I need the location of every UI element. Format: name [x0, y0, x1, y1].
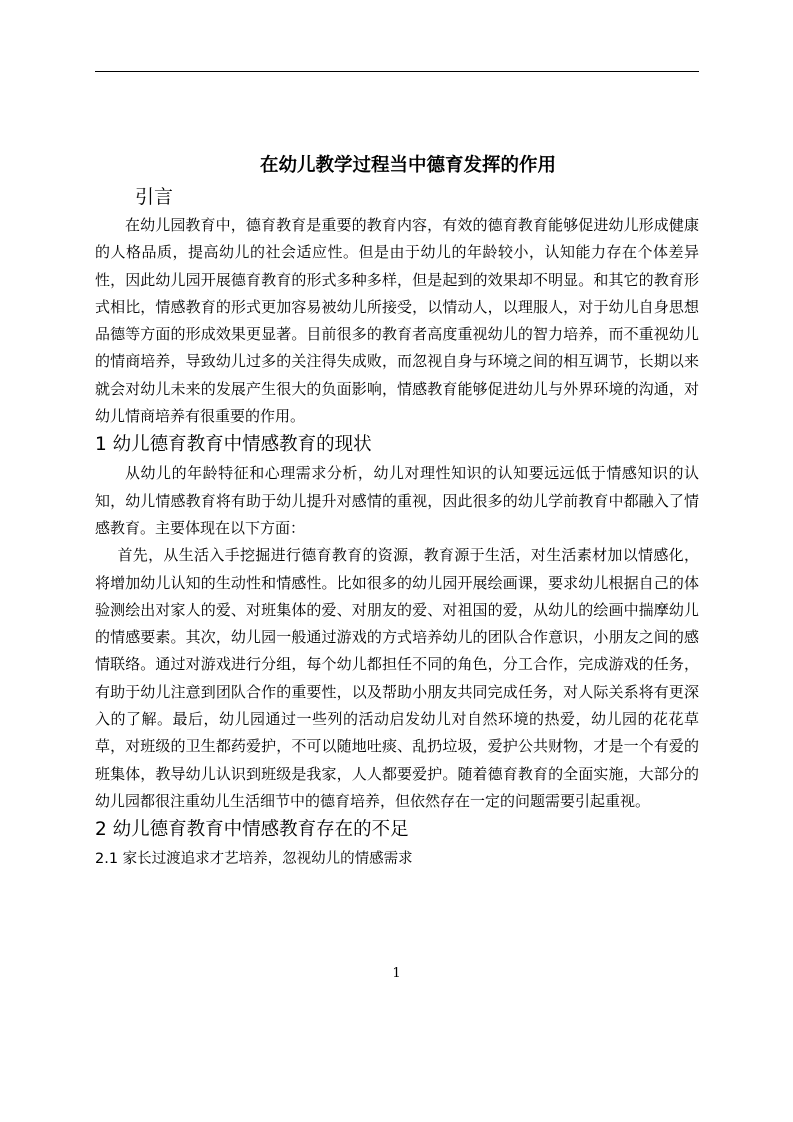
section-2-1-subheading: 2.1 家长过渡追求才艺培养，忽视幼儿的情感需求 — [95, 851, 413, 868]
document-title: 在幼儿教学过程当中德育发挥的作用 — [260, 155, 557, 176]
document-body — [95, 150, 699, 873]
intro-heading: 引言 — [135, 186, 174, 208]
section-1-heading: 1 幼儿德育教育中情感教育的现状 — [95, 434, 372, 456]
page-number: 1 — [392, 966, 401, 981]
header-rule — [95, 71, 699, 72]
section-1-paragraph-1: 从幼儿的年龄特征和心理需求分析，幼儿对理性知识的认知要远远低于情感知识的认知，幼儿情感教育将有助于幼儿提升对感情的重视，因此很多的幼儿学前教育中都融入了情感教育。主要体现在以下方面： — [95, 464, 699, 537]
intro-paragraph: 在幼儿园教育中，德育教育是重要的教育内容，有效的德育教育能够促进幼儿形成健康的人格品质，提高幼儿的社会适应性。但是由于幼儿的年龄较小，认知能力存在个体差异性，因此幼儿园开展德育教育的形式多种多样，但是起到的效果却不明显。和其它的教育形式相比，情感教育的形式更加容易被幼儿所接受，以情动人，以理服人，对于幼儿自身思想品德等方面的形成效果更显著。目前很多的教育者高度重视幼儿的智力培养，而不重视幼儿的情商培养，导致幼儿过多的关注得失成败，而忽视自身与环境之间的相互调节，长期以来就会对幼儿未来的发展产生很大的负面影响，情感教育能够促进幼儿与外界环境的沟通，对幼儿情商培养有很重要的作用。 — [95, 216, 699, 426]
section-2-heading: 2 幼儿德育教育中情感教育存在的不足 — [95, 819, 409, 841]
section-1-paragraph-2: 首先，从生活入手挖掘进行德育教育的资源，教育源于生活，对生活素材加以情感化，将增加幼儿认知的生动性和情感性。比如很多的幼儿园开展绘画课，要求幼儿根据自己的体验测绘出对家人的爱、对班集体的爱、对朋友的爱、对祖国的爱，从幼儿的绘画中揣摩幼儿的情感要素。其次，幼儿园一般通过游戏的方式培养幼儿的团队合作意识，小朋友之间的感情联络。通过对游戏进行分组，每个幼儿都担任不同的角色，分工合作，完成游戏的任务，有助于幼儿注意到团队合作的重要性，以及帮助小朋友共同完成任务，对人际关系将有更深入的了解。最后，幼儿园通过一些列的活动启发幼儿对自然环境的热爱，幼儿园的花花草草，对班级的卫生都药爱护，不可以随地吐痰、乱扔垃圾，爱护公共财物，才是一个有爱的班集体，教导幼儿认识到班级是我家，人人都要爱护。随着德育教育的全面实施，大部分的幼儿园都很注重幼儿生活细节中的德育培养，但依然存在一定的问题需要引起重视。 — [95, 546, 699, 810]
